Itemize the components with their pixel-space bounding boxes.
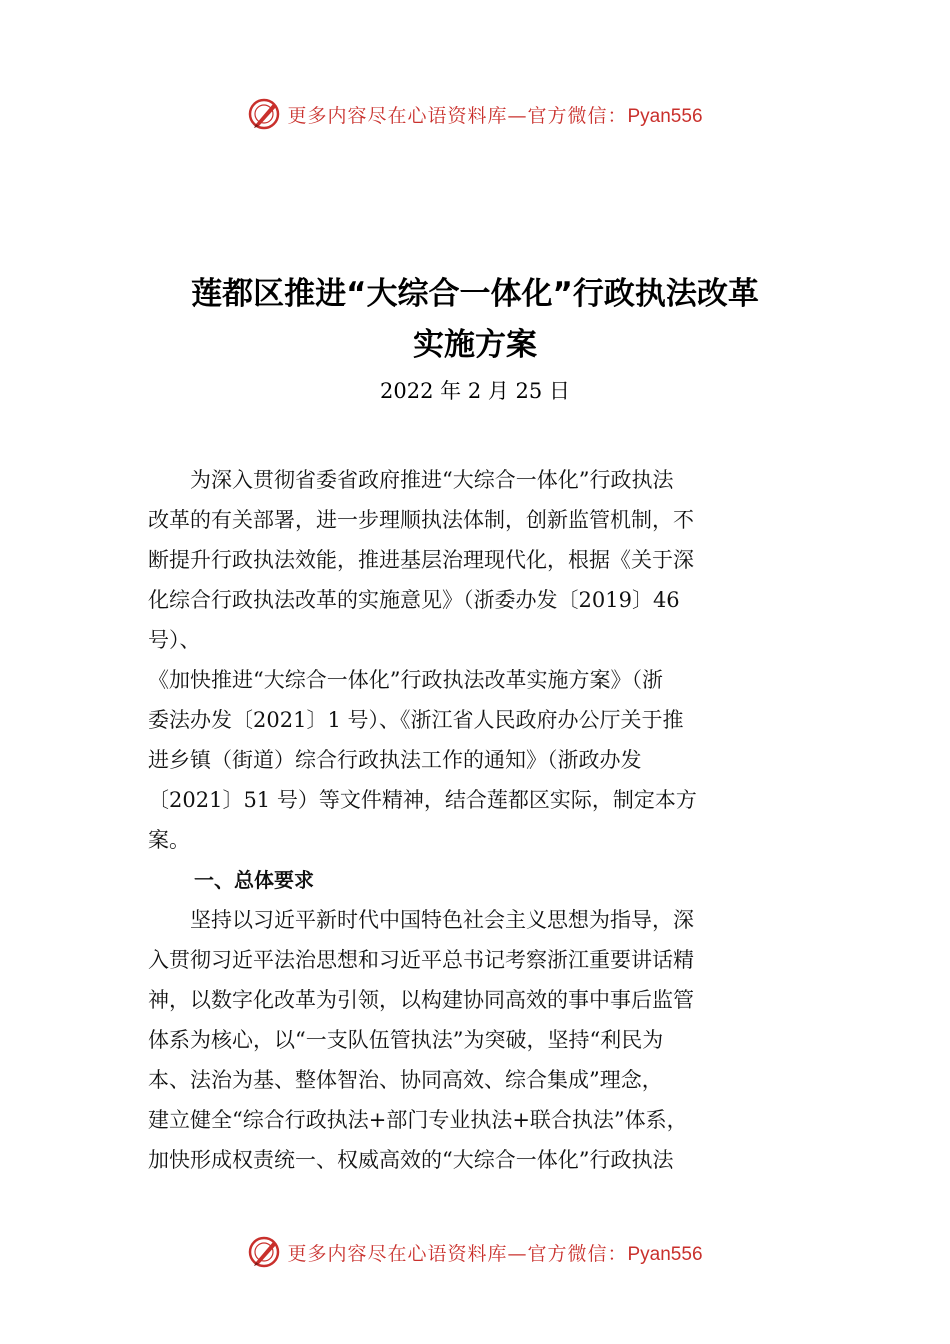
header-banner [0, 94, 950, 134]
paragraph-line: 案。 [148, 828, 190, 852]
document-date: 2022 年 2 月 25 日 [380, 379, 570, 403]
page-title-line2: 实施方案 [413, 327, 537, 363]
paragraph-line: 〔2021〕51 号）等文件精神，结合莲都区实际，制定本方 [148, 788, 697, 812]
paragraph-line: 改革的有关部署，进一步理顺执法体制，创新监管机制，不 [148, 508, 694, 532]
wechat-handle: Pyan556 [627, 1243, 703, 1265]
paragraph-line: 坚持以习近平新时代中国特色社会主义思想为指导，深 [148, 908, 694, 932]
pen-seal-icon [247, 1235, 281, 1269]
paragraph-line: 断提升行政执法效能，推进基层治理现代化，根据《关于深 [148, 548, 694, 572]
paragraph-line: 号）、 [148, 628, 201, 652]
paragraph-line: 化综合行政执法改革的实施意见》（浙委办发〔2019〕46 [148, 588, 680, 612]
paragraph-line: 《加快推进“大综合一体化”行政执法改革实施方案》（浙 [148, 668, 663, 692]
paragraph-line: 体系为核心，以“一支队伍管执法”为突破，坚持“利民为 [148, 1028, 664, 1052]
page-title-line1: 莲都区推进“大综合一体化”行政执法改革 [191, 276, 759, 312]
paragraph-line: 为深入贯彻省委省政府推进“大综合一体化”行政执法 [148, 468, 674, 492]
footer-banner [0, 1232, 950, 1272]
section-heading: 一、总体要求 [194, 868, 314, 892]
paragraph-line: 委法办发〔2021〕1 号）、《浙江省人民政府办公厅关于推 [148, 708, 684, 732]
wechat-handle: Pyan556 [627, 105, 703, 127]
pen-seal-icon [247, 97, 281, 131]
banner-text: 更多内容尽在心语资料库—官方微信：Pyan556 [287, 104, 703, 127]
paragraph-line: 进乡镇（街道）综合行政执法工作的通知》（浙政办发 [148, 748, 642, 772]
document-body [148, 460, 818, 1180]
paragraph-line: 入贯彻习近平法治思想和习近平总书记考察浙江重要讲话精 [148, 948, 694, 972]
paragraph-line: 加快形成权责统一、权威高效的“大综合一体化”行政执法 [148, 1148, 674, 1172]
paragraph-line: 神，以数字化改革为引领，以构建协同高效的事中事后监管 [148, 988, 694, 1012]
paragraph-line: 本、法治为基、整体智治、协同高效、综合集成”理念， [148, 1068, 663, 1092]
banner-text: 更多内容尽在心语资料库—官方微信：Pyan556 [287, 1242, 703, 1265]
paragraph-line: 建立健全“综合行政执法+部门专业执法+联合执法”体系， [148, 1108, 688, 1132]
